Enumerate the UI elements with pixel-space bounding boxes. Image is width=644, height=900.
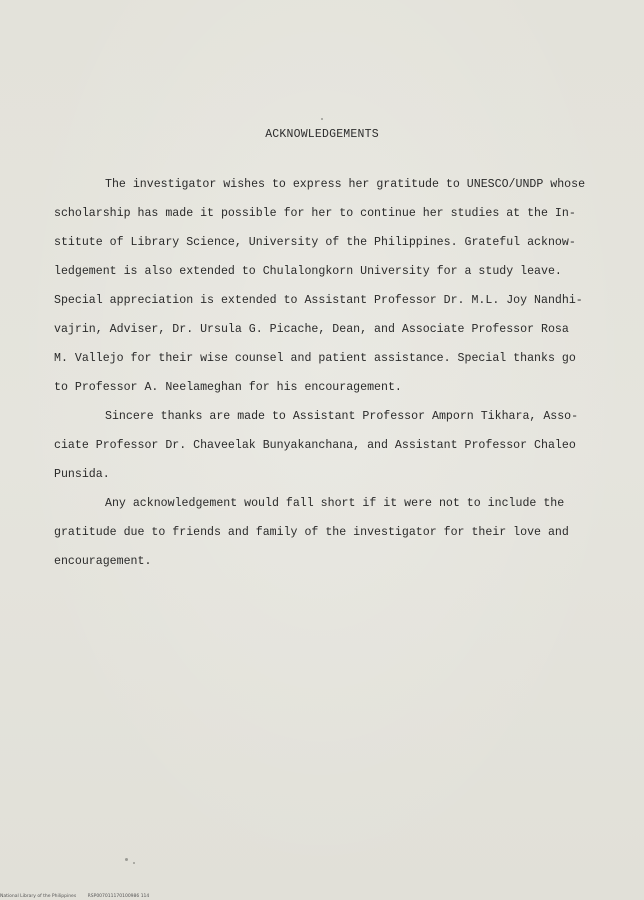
text-line: Any acknowledgement would fall short if it were not to include the: [105, 497, 565, 510]
text-line: to Professor A. Neelameghan for his encouragement.: [54, 381, 402, 394]
text-line: encouragement.: [54, 555, 152, 568]
speck-mark: [321, 118, 323, 120]
page-title: ACKNOWLEDGEMENTS: [265, 128, 379, 141]
text-line: vajrin, Adviser, Dr. Ursula G. Picache, Dean, and Associate Professor Rosa: [54, 323, 569, 336]
text-line: Punsida.: [54, 468, 110, 481]
text-line: The investigator wishes to express her gratitude to UNESCO/UNDP whose: [105, 178, 586, 191]
footer-code: RSP007011170100986 114: [87, 894, 150, 899]
paragraph-3: [54, 489, 599, 576]
footer-library: National Library of the Philippines: [0, 894, 77, 899]
scan-footer: [0, 894, 149, 899]
text-line: Sincere thanks are made to Assistant Professor Amporn Tikhara, Asso-: [105, 410, 579, 423]
text-line: gratitude due to friends and family of the investigator for their love and: [54, 526, 569, 539]
text-line: scholarship has made it possible for her to continue her studies at the In-: [54, 207, 576, 220]
text-line: stitute of Library Science, University of the Philippines. Grateful acknow-: [54, 236, 576, 249]
speck-mark: [125, 858, 128, 861]
text-line: Special appreciation is extended to Assistant Professor Dr. M.L. Joy Nandhi-: [54, 294, 583, 307]
paragraph-2: [54, 402, 599, 489]
paragraph-1: [54, 170, 599, 402]
speck-mark: [133, 862, 135, 864]
text-line: M. Vallejo for their wise counsel and patient assistance. Special thanks go: [54, 352, 576, 365]
text-line: ledgement is also extended to Chulalongkorn University for a study leave.: [54, 265, 562, 278]
acknowledgement-body: [54, 170, 599, 576]
text-line: ciate Professor Dr. Chaveelak Bunyakanchana, and Assistant Professor Chaleo: [54, 439, 576, 452]
